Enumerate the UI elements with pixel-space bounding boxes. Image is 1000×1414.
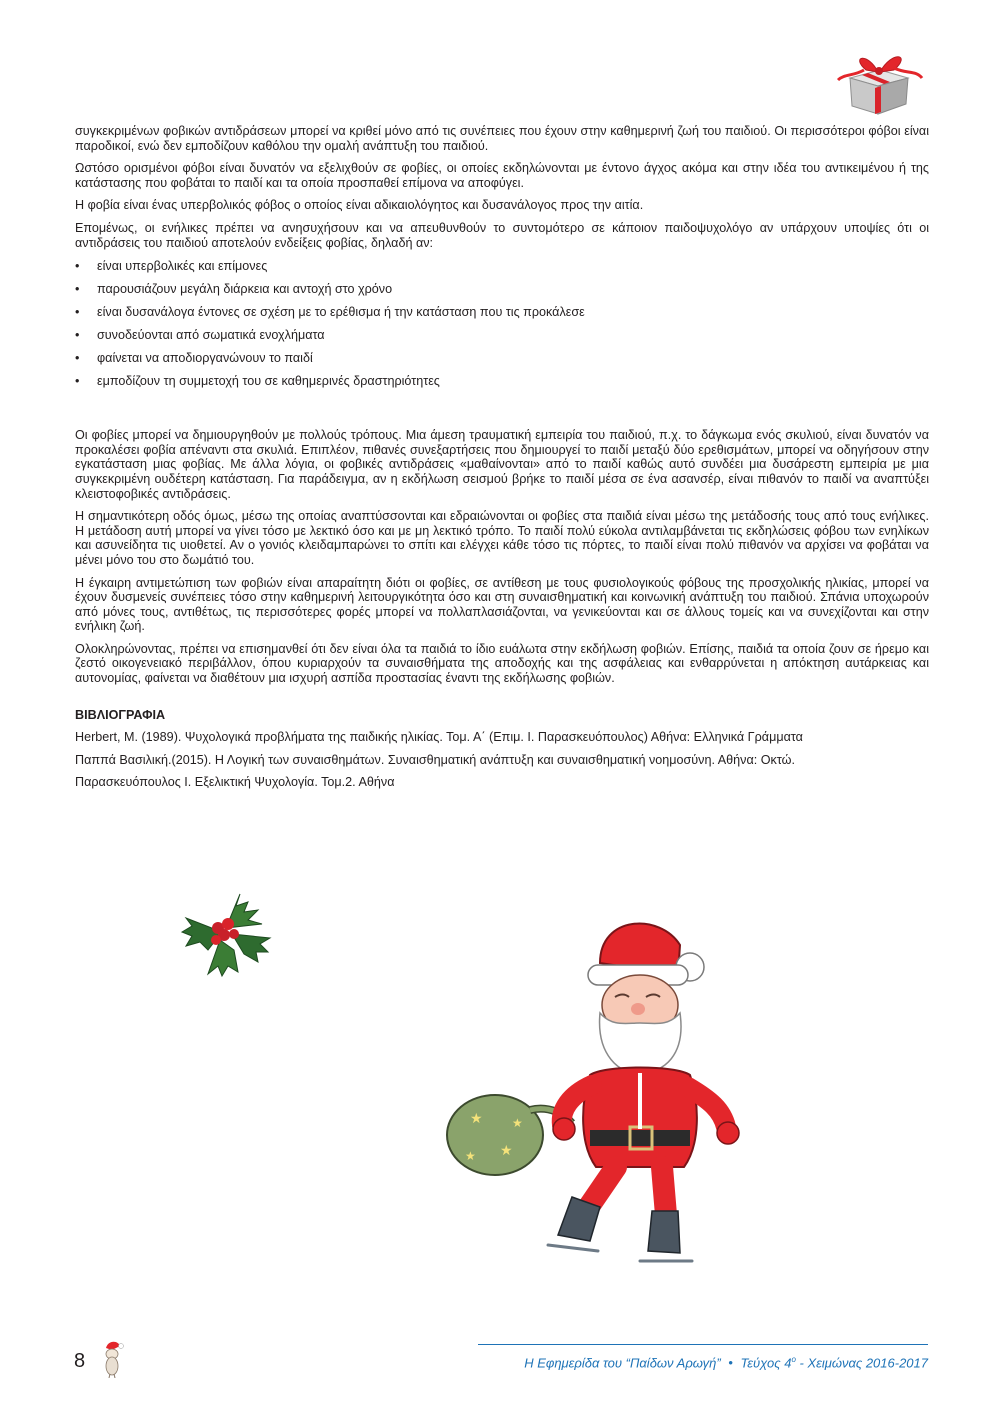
list-item: • εμποδίζουν τη συμμετοχή του σε καθημερινές δραστηριότητες: [75, 373, 929, 396]
symptom-list: [75, 258, 929, 396]
footer-divider: [478, 1344, 928, 1345]
season-label: - Χειμώνας 2016-2017: [799, 1355, 928, 1371]
list-item: • είναι υπερβολικές και επίμονες: [75, 258, 929, 281]
santa-skating-illustration: [440, 905, 740, 1275]
paragraph: Ολοκληρώνοντας, πρέπει να επισημανθεί ότι δεν είναι όλα τα παιδιά το ίδιο ευάλωτα στην εκδήλωση φοβιών. Επίσης, παιδιά τα οποία ζουν σε ήρεμο και ζεστό οικογενειακό περιβάλλον, όπου κυριαρχούν τα συναισθήματα της αποδοχής και της ασφάλειας και ενθαρρύνεται η απόκτηση αυτάρκειας και αυτονομίας, φαίνεται να διαθέτουν μια ισχυρή ασπίδα προστασίας έναντι της εκδήλωσης φοβιών.: [75, 641, 929, 686]
page-number: 8: [74, 1350, 86, 1372]
svg-text:★: ★: [470, 1111, 483, 1127]
footer-bullet: •: [728, 1355, 733, 1371]
newspaper-name: Η Εφημερίδα του “Παίδων Αρωγή”: [524, 1355, 721, 1371]
bibliography-item: Herbert, M. (1989). Ψυχολογικά προβλήματα της παιδικής ηλικίας. Τομ. Α΄ (Επιμ. Ι. Παρασκευόπουλος) Αθήνα: Ελληνικά Γράμματα: [75, 730, 803, 745]
list-item: • συνοδεύονται από σωματικά ενοχλήματα: [75, 327, 929, 350]
paragraph: Η έγκαιρη αντιμετώπιση των φοβιών είναι απαραίτητη διότι οι φοβίες, σε αντίθεση με τους φυσιολογικούς φόβους της προσχολικής ηλικίας, μπορεί να έχουν δυσμενείς συνέπειες τόσο στην καθημερινή λειτουργικότητα όσο και στη συναισθηματική και κοινωνική ανάπτυξη του παιδιού. Σπάνια υποχωρούν από μόνες τους, αντιθέτως, τις περισσότερες φορές μπορεί να πολλαπλασιάζονται, να γενικεύονται και σε άλλους τομείς και να συνεχίζονται και στην ενήλικη ζωή.: [75, 575, 929, 634]
bibliography-item: Παρασκευόπουλος Ι. Εξελικτική Ψυχολογία. Τομ.2. Αθήνα: [75, 775, 395, 790]
paragraph: συγκεκριμένων φοβικών αντιδράσεων μπορεί να κριθεί μόνο από τις συνέπειες που έχουν στην καθημερινή ζωή του παιδιού. Οι περισσότεροι φόβοι είναι παροδικοί, ενώ δεν εμποδίζουν καθόλου την ομαλή ανάπτυξη του παιδιού.: [75, 124, 929, 153]
article-body: [75, 124, 929, 798]
paragraph: Ωστόσο ορισμένοι φόβοι είναι δυνατόν να εξελιχθούν σε φοβίες, οι οποίες εκδηλώνονται με έντονο άγχος ακόμα και στην ιδέα του αντικειμένου ή της κατάστασης που φοβάται το παιδί και τα οποία προσπαθεί επίμονα να αποφύγει.: [75, 161, 929, 190]
bibliography-item: Παππά Βασιλική.(2015). Η Λογική των συναισθημάτων. Συναισθηματική ανάπτυξη και συναισθηματική νοημοσύνη. Αθήνα: Οκτώ.: [75, 752, 795, 767]
svg-text:★: ★: [465, 1149, 476, 1163]
paragraph: Η σημαντικότερη οδός όμως, μέσω της οποίας αναπτύσσονται και εδραιώνονται οι φοβίες στα παιδιά είναι μέσω της μετάδοσής τους από τους ενήλικες. Η μετάδοση αυτή μπορεί να γίνει τόσο με λεκτικό όσο και με μη λεκτικό τρόπο. Το παιδί πολύ εύκολα αντιλαμβάνεται τις εκδηλώσεις φόβου των ενηλίκων και ασυνείδητα τις υιοθετεί. Αν ο γονιός κλειδαμπαρώνει το σπίτι και ελέγχει κάθε τόσο τις πόρτες, το παιδί είναι πολύ πιθανόν να αρχίσει να φοβάται να μένει μόνο του στο δωμάτιό του.: [75, 509, 929, 567]
bibliography-title: ΒΙΒΛΙΟΓΡΑΦΙΑ: [75, 707, 166, 722]
list-item: • παρουσιάζουν μεγάλη διάρκεια και αντοχή στο χρόνο: [75, 281, 929, 304]
holly-icon: [178, 888, 274, 978]
list-item: • φαίνεται να αποδιοργανώνουν το παιδί: [75, 350, 929, 373]
issue-ordinal: ο: [791, 1355, 796, 1364]
paragraph: Επομένως, οι ενήλικες πρέπει να ανησυχήσουν και να απευθυνθούν το συντομότερο σε κάποιον παιδοψυχολόγο αν υπάρχουν υποψίες ότι οι αντιδράσεις του παιδιού αποτελούν ενδείξεις φοβίας, δηλαδή αν:: [75, 220, 929, 250]
svg-text:★: ★: [512, 1116, 523, 1130]
paragraph: Η φοβία είναι ένας υπερβολικός φόβος ο οποίος είναι αδικαιολόγητος και δυσανάλογος προς την αιτία.: [75, 198, 644, 213]
mascot-santa-hat-icon: [100, 1338, 124, 1378]
list-item: • είναι δυσανάλογα έντονες σε σχέση με το ερέθισμα ή την κατάσταση που τις προκάλεσε: [75, 304, 929, 327]
svg-text:★: ★: [500, 1143, 513, 1159]
paragraph: Οι φοβίες μπορεί να δημιουργηθούν με πολλούς τρόπους. Μια άμεση τραυματική εμπειρία του παιδιού, π.χ. το δάγκωμα ενός σκυλιού, είναι δυνατόν να προκαλέσει φοβία απέναντι στα σκυλιά. Επιπλέον, πιθανές συνεξαρτήσεις που δημιουργεί το παιδί μεταξύ δύο ερεθισμάτων, μπορεί να οδηγήσουν στην εγκατάσταση μιας φοβίας. Με άλλα λόγια, οι φοβικές αντιδράσεις «μαθαίνονται» από το παιδί καθώς αυτό συνδέει μια δυσάρεστη εμπειρία με μια συγκεκριμένη ουδέτερη κατάσταση. Για παράδειγμα, αν η εκδήλωση σεισμού βρήκε το παιδί μέσα σε ένα ασανσέρ, είναι πιθανόν το παιδί να αναπτύξει κλειστοφοβικές αντιδράσεις.: [75, 428, 929, 501]
footer-publication-info: [524, 1355, 928, 1370]
gift-box-icon: [828, 48, 926, 118]
issue-number: Τεύχος 4: [740, 1355, 792, 1371]
